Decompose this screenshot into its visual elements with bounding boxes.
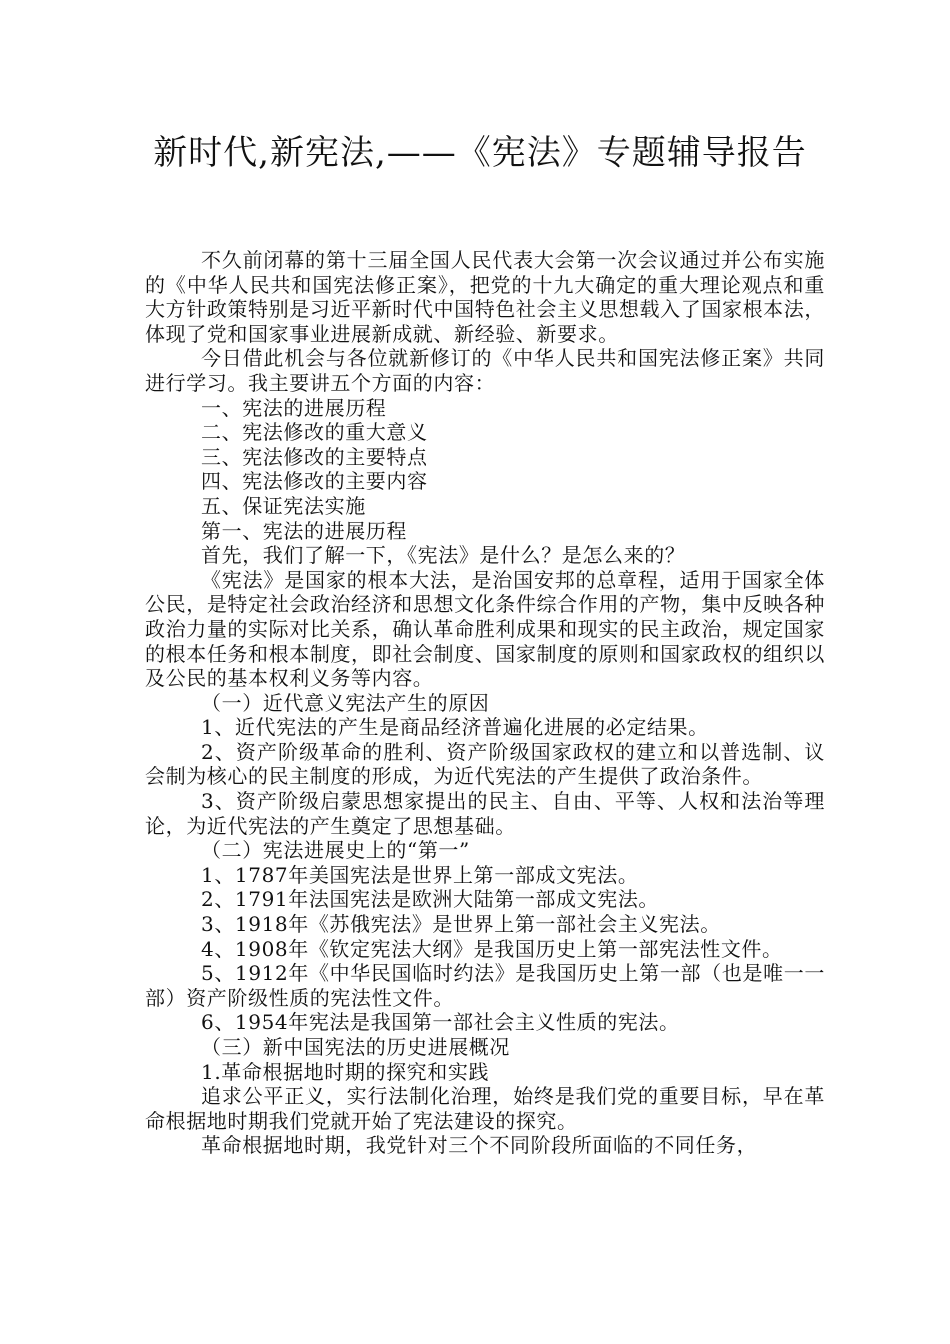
paragraph: 《宪法》是国家的根本大法，是治国安邦的总章程，适用于国家全体公民，是特定社会政治经济和思想文化条件综合作用的产物，集中反映各种政治力量的实际对比关系，确认革命胜利成果和现实的民主政治，规定国家的根本任务和根本制度，即社会制度、国家制度的原则和国家政权的组织以及公民的基本权利义务等内容。	[145, 567, 825, 691]
paragraph: 追求公平正义，实行法制化治理，始终是我们党的重要目标，早在革命根据地时期我们党就开始了宪法建设的探究。	[145, 1084, 825, 1133]
list-item: 4、1908年《钦定宪法大纲》是我国历史上第一部宪法性文件。	[201, 936, 783, 961]
outline-item: 一、宪法的进展历程	[201, 395, 387, 420]
document-body	[145, 248, 825, 1158]
paragraph: 革命根据地时期，我党针对三个不同阶段所面临的不同任务，	[201, 1133, 758, 1158]
paragraph: 首先，我们了解一下，《宪法》是什么？是怎么来的？	[201, 543, 686, 568]
outline-item: 五、保证宪法实施	[201, 493, 366, 518]
list-item: 6、1954年宪法是我国第一部社会主义性质的宪法。	[201, 1010, 680, 1035]
list-item: 5、1912年《中华民国临时约法》是我国历史上第一部（也是唯一一部）资产阶级性质的宪法性文件。	[145, 961, 825, 1010]
list-item: 2、1791年法国宪法是欧洲大陆第一部成文宪法。	[201, 887, 660, 912]
list-item: 3、资产阶级启蒙思想家提出的民主、自由、平等、人权和法治等理论，为近代宪法的产生奠定了思想基础。	[145, 789, 825, 838]
subsection-heading: （二）宪法进展史上的“第一”	[201, 838, 470, 863]
subsection-heading: （三）新中国宪法的历史进展概况	[201, 1035, 510, 1059]
paragraph: 不久前闭幕的第十三届全国人民代表大会第一次会议通过并公布实施的《中华人民共和国宪法修正案》，把党的十九大确定的重大理论观点和重大方针政策特别是习近平新时代中国特色社会主义思想载入了国家根本法，体现了党和国家事业进展新成就、新经验、新要求。	[145, 248, 825, 346]
outline-item: 二、宪法修改的重大意义	[201, 420, 428, 445]
section-heading: 第一、宪法的进展历程	[201, 518, 407, 543]
document-title: 新时代,新宪法,——《宪法》专题辅导报告	[153, 133, 807, 173]
list-item: 1、近代宪法的产生是商品经济普遍化进展的必定结果。	[201, 715, 709, 740]
subsection-heading: 1.革命根据地时期的探究和实践	[201, 1059, 490, 1084]
outline-item: 三、宪法修改的主要特点	[201, 444, 428, 469]
list-item: 2、资产阶级革命的胜利、资产阶级国家政权的建立和以普选制、议会制为核心的民主制度的形成，为近代宪法的产生提供了政治条件。	[145, 739, 825, 789]
paragraph: 今日借此机会与各位就新修订的《中华人民共和国宪法修正案》共同进行学习。我主要讲五个方面的内容：	[145, 346, 825, 395]
list-item: 3、1918年《苏俄宪法》是世界上第一部社会主义宪法。	[201, 912, 721, 937]
outline-item: 四、宪法修改的主要内容	[201, 469, 428, 494]
list-item: 1、1787年美国宪法是世界上第一部成文宪法。	[201, 862, 639, 887]
subsection-heading: （一）近代意义宪法产生的原因	[201, 690, 490, 715]
